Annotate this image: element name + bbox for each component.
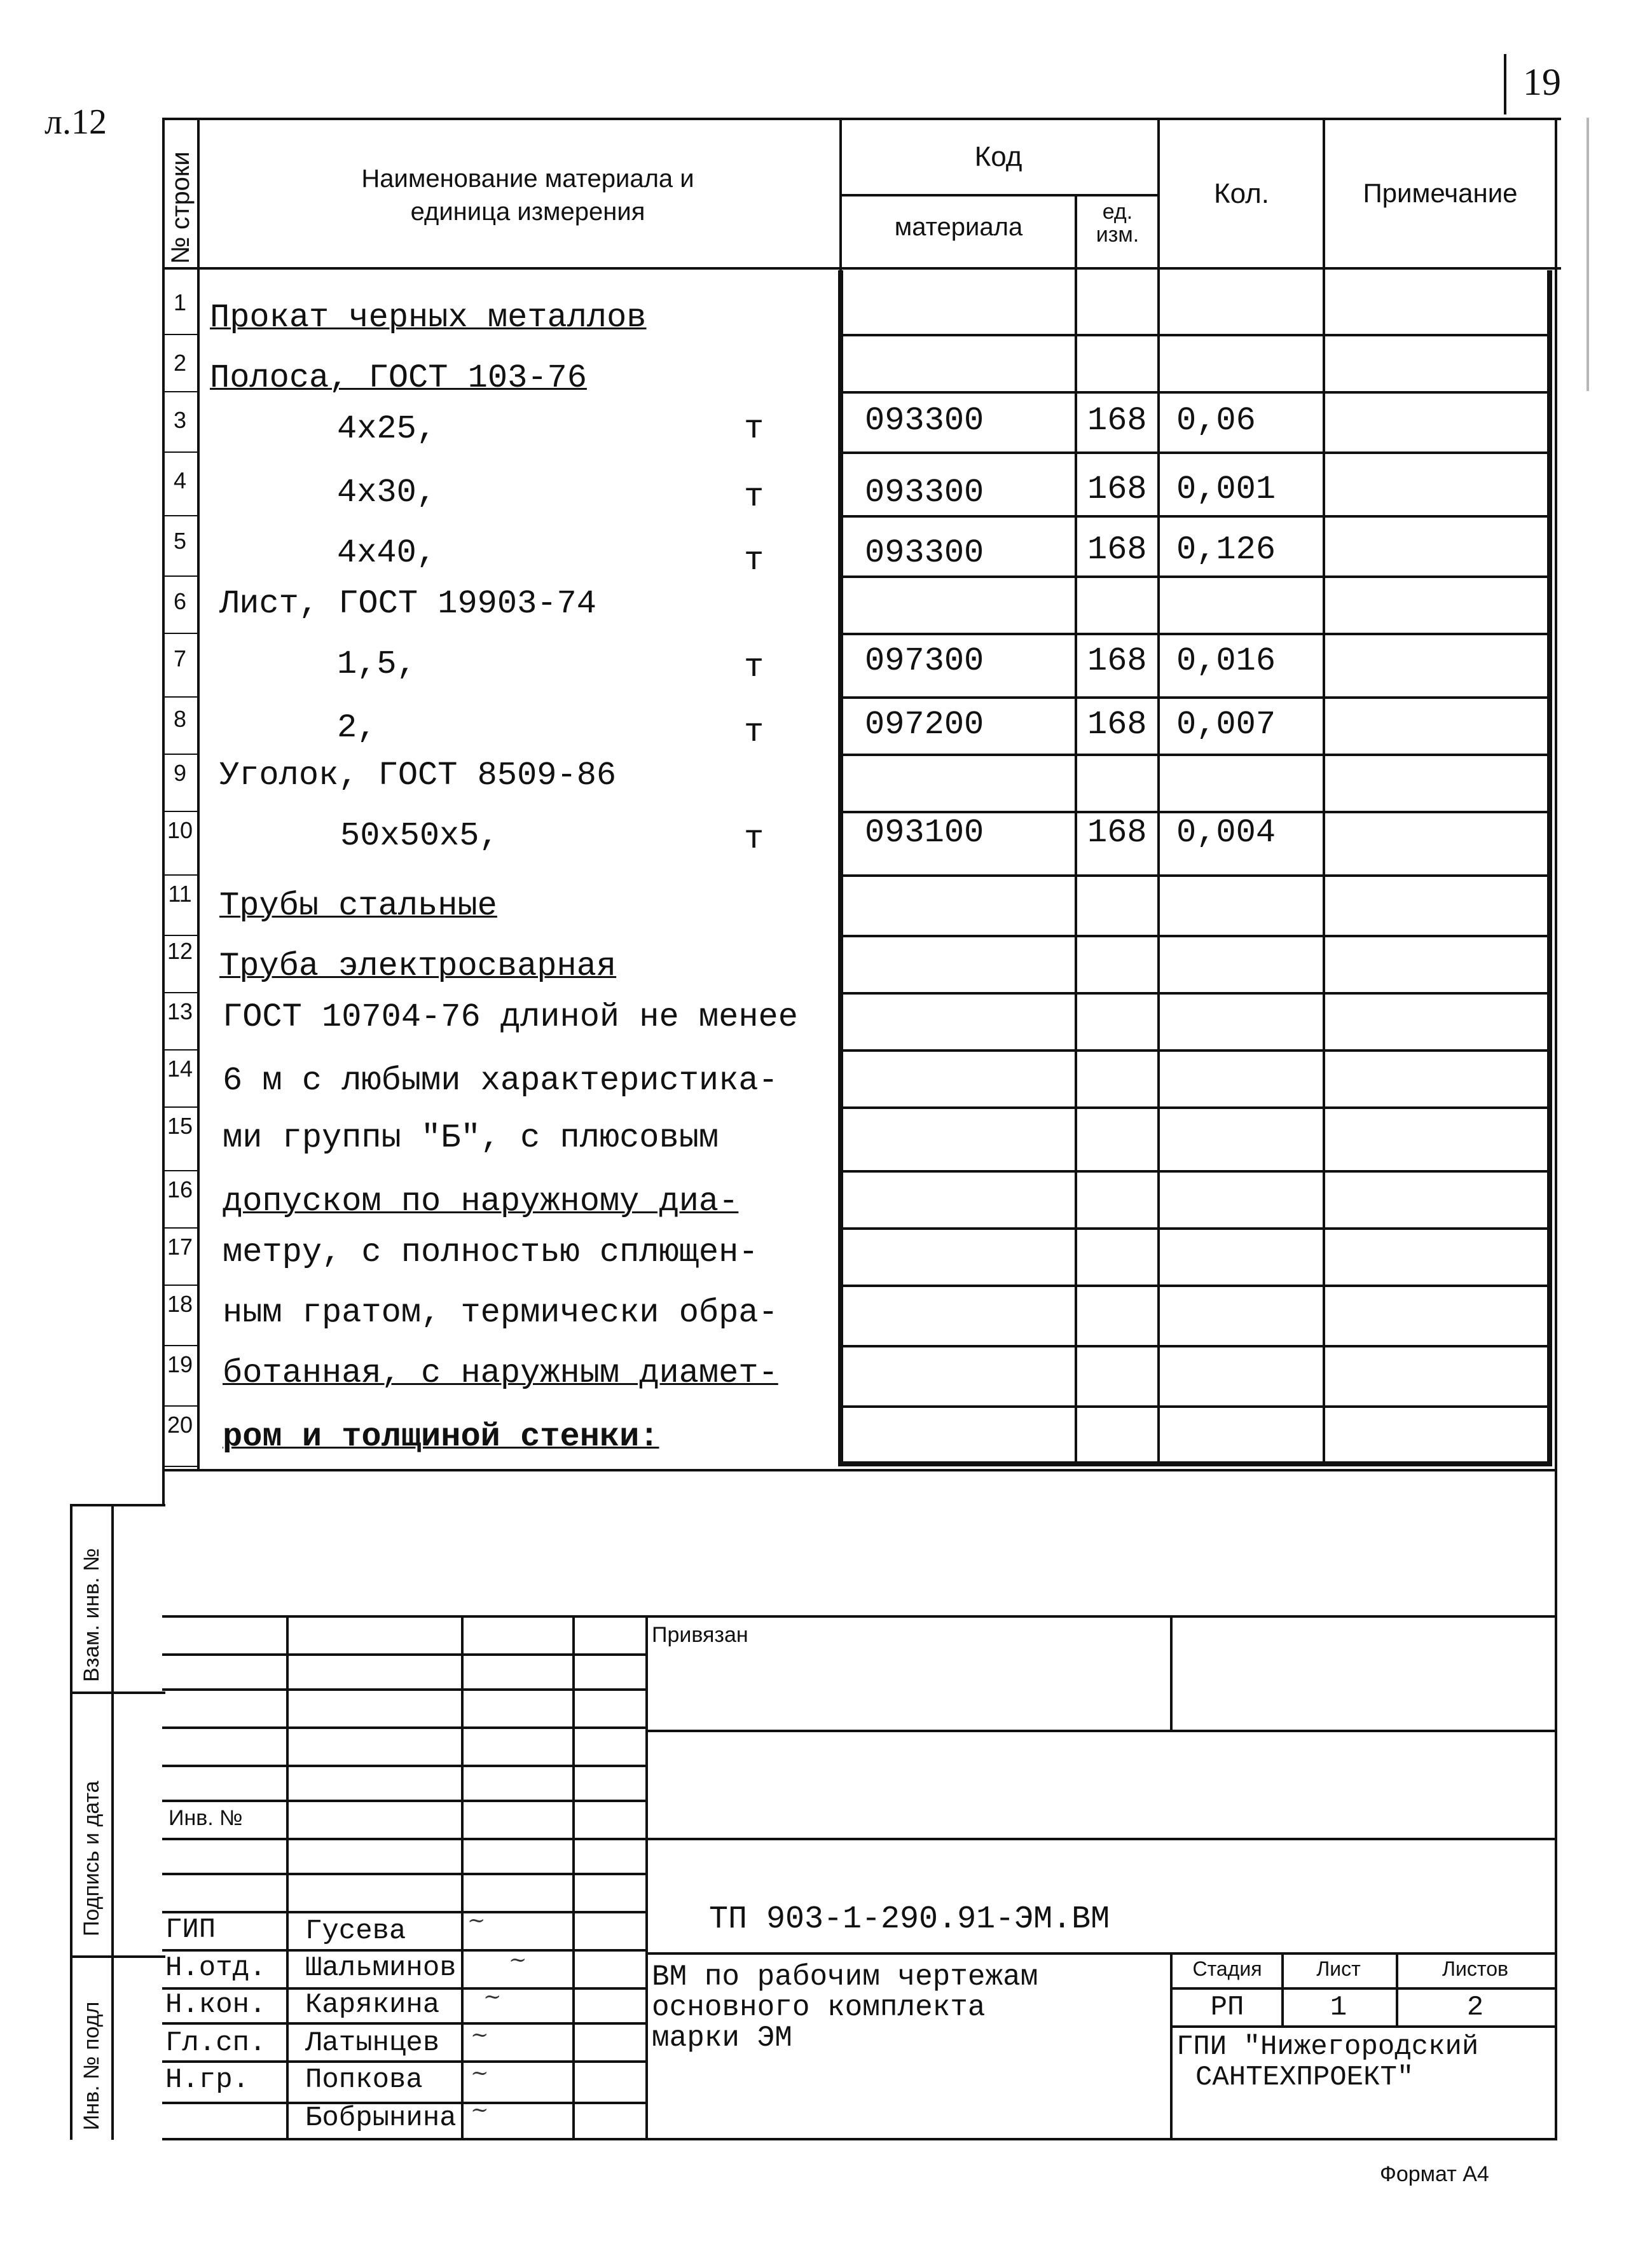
stamp-col4 — [645, 1615, 648, 2140]
privyazan-divider — [1170, 1615, 1173, 1730]
row-number: 13 — [167, 998, 193, 1024]
row-ed: 168 — [1087, 642, 1147, 680]
role: ГИП — [165, 1914, 216, 1946]
row-name: 4х30, — [337, 474, 437, 511]
inv-label: Инв. № — [169, 1806, 243, 1830]
header-code-material: материала — [894, 213, 1023, 241]
row-sep — [839, 874, 1552, 877]
rownum-sep — [162, 935, 199, 936]
stamp-row — [162, 1838, 645, 1840]
row-name: ром и толщиной стенки: — [223, 1418, 659, 1456]
row-sep — [839, 1405, 1552, 1408]
row-number: 1 — [173, 289, 187, 315]
org-line2: САНТЕХПРОЕКТ" — [1195, 2062, 1414, 2093]
stamp-row — [162, 1873, 645, 1875]
rownum-sep — [162, 1049, 199, 1051]
row-unit: т — [744, 713, 764, 751]
rownum-sep — [162, 334, 199, 335]
table-top-border — [162, 118, 1561, 120]
signature: ~ — [471, 2097, 489, 2123]
row-name: ГОСТ 10704-76 длиной не менее — [223, 998, 798, 1036]
description-line3: марки ЭМ — [652, 2022, 792, 2055]
role-name: Попкова — [305, 2064, 423, 2096]
row-sep — [839, 334, 1552, 336]
row-number: 19 — [167, 1351, 193, 1377]
role-name: Шальминов — [305, 1952, 457, 1984]
header-code-unit: ед. изм. — [1096, 200, 1139, 247]
row-sep — [839, 1049, 1552, 1052]
lower-frame-top — [162, 1469, 1557, 1471]
side-box-top — [70, 1504, 165, 1506]
row-number: 18 — [167, 1291, 193, 1317]
header-name-line2: единица измерения — [410, 198, 645, 226]
sheet-value: 1 — [1330, 1992, 1347, 2023]
row-code: 093100 — [865, 814, 984, 851]
header-name — [242, 162, 814, 228]
rownum-sep — [162, 696, 199, 698]
row-unit: т — [744, 478, 764, 516]
side-label-sign: Подпись и дата — [79, 1781, 104, 1936]
stage-value: РП — [1210, 1992, 1244, 2023]
page-number-bar — [1504, 54, 1506, 114]
rownum-sep — [162, 1106, 199, 1108]
side-box-mid — [111, 1504, 114, 2140]
header-note: Примечание — [1363, 178, 1518, 208]
row-number: 9 — [173, 760, 187, 786]
row-name: 4х25, — [337, 410, 437, 448]
rownum-divider — [197, 118, 200, 1469]
row-name: Прокат черных металлов — [210, 299, 647, 336]
code-subheader-line — [839, 194, 1157, 196]
stamp-row — [162, 1911, 645, 1913]
page-number: 19 — [1523, 61, 1561, 103]
row-unit: т — [744, 410, 764, 448]
stamp-row — [162, 1726, 645, 1729]
row-sep — [839, 1106, 1552, 1109]
role: Н.отд. — [165, 1952, 266, 1984]
stage-col — [1281, 1952, 1284, 2025]
rownum-sep — [162, 1285, 199, 1286]
stamp-sep — [645, 1952, 1555, 1955]
row-qty: 0,126 — [1176, 531, 1276, 568]
rownum-sep — [162, 1345, 199, 1346]
stage-row — [1170, 2025, 1555, 2028]
stamp-sep — [645, 1838, 1555, 1840]
hdr-divider-qty — [1323, 118, 1325, 270]
row-sep — [839, 633, 1552, 635]
row-name: ным гратом, термически обра- — [223, 1294, 778, 1332]
row-qty: 0,06 — [1176, 402, 1256, 439]
header-name-line1: Наименование материала и — [361, 165, 694, 193]
signature: ~ — [467, 1908, 486, 1933]
sheet-label: Лист — [1316, 1957, 1361, 1980]
rownum-sep — [162, 992, 199, 993]
stamp-row — [162, 2022, 645, 2025]
hdr-divider-code — [1075, 194, 1077, 270]
role-name: Гусева — [305, 1915, 406, 1947]
doc-code: ТП 903-1-290.91-ЭМ.ВМ — [709, 1901, 1110, 1938]
stamp-bottom — [162, 2138, 1557, 2140]
row-number: 20 — [167, 1412, 193, 1438]
row-number: 10 — [167, 817, 193, 843]
row-code: 097200 — [865, 706, 984, 743]
row-sep — [839, 1285, 1552, 1287]
row-name: 1,5, — [337, 645, 416, 683]
row-code: 093300 — [865, 402, 984, 439]
stamp-stage-divider — [1170, 1952, 1173, 2140]
role: Н.гр. — [165, 2064, 250, 2096]
rownum-sep — [162, 754, 199, 755]
role: Гл.сп. — [165, 2027, 266, 2059]
role-name: Карякина — [305, 1989, 440, 2021]
body-bottom-thick — [838, 1461, 1552, 1466]
row-sep — [839, 515, 1552, 518]
rownum-sep — [162, 451, 199, 453]
row-sep — [839, 1170, 1552, 1173]
org-line1: ГПИ "Нижегородский — [1176, 2031, 1479, 2063]
signature: ~ — [509, 1947, 527, 1973]
rownum-sep — [162, 575, 199, 577]
row-ed: 168 — [1087, 814, 1147, 851]
stamp-row — [162, 1765, 645, 1767]
header-bottom-border — [162, 267, 1561, 270]
stage-label: Стадия — [1192, 1957, 1262, 1980]
rownum-sep — [162, 515, 199, 516]
stamp-description — [652, 1962, 1038, 2053]
hdr-divider-name — [839, 118, 842, 270]
row-sep — [839, 935, 1552, 937]
row-qty: 0,004 — [1176, 814, 1276, 851]
signature: ~ — [471, 2060, 489, 2086]
row-unit: т — [744, 820, 764, 858]
row-ed: 168 — [1087, 471, 1147, 508]
side-box-sep1 — [70, 1691, 165, 1694]
row-number: 2 — [173, 350, 187, 376]
stamp-sep — [645, 1730, 1555, 1732]
stamp-row — [162, 1800, 645, 1802]
header-row-no: № строки — [167, 151, 195, 264]
rownum-sep — [162, 391, 199, 392]
row-number: 3 — [173, 407, 187, 433]
stamp-top — [162, 1615, 1557, 1618]
stamp-row — [162, 1688, 645, 1691]
role: Н.кон. — [165, 1989, 266, 2021]
role-name: Бобрынина — [305, 2102, 457, 2134]
row-number: 17 — [167, 1234, 193, 1260]
format-label: Формат А4 — [1380, 2162, 1489, 2186]
description-line1: ВМ по рабочим чертежам — [652, 1960, 1038, 1994]
stamp-row — [162, 2060, 645, 2063]
row-name: ми группы "Б", с плюсовым — [223, 1119, 719, 1157]
table-right-border — [1555, 118, 1557, 1504]
stage-col — [1396, 1952, 1398, 2025]
row-name: 2, — [337, 709, 377, 747]
privyazan-label: Привязан — [652, 1623, 748, 1647]
row-name: допуском по наружному диа- — [223, 1183, 739, 1220]
sheets-label: Листов — [1442, 1957, 1508, 1980]
row-sep — [839, 696, 1552, 699]
stamp-row — [162, 1949, 645, 1952]
row-sep — [839, 811, 1552, 813]
row-unit: т — [744, 649, 764, 686]
stage-row — [1170, 1987, 1555, 1990]
row-ed: 168 — [1087, 531, 1147, 568]
rownum-sep — [162, 1227, 199, 1229]
side-label-inv-podl: Инв. № подл — [79, 2001, 104, 2130]
row-name: 50х50х5, — [340, 817, 499, 855]
row-ed: 168 — [1087, 402, 1147, 439]
row-sep — [839, 575, 1552, 578]
role-name: Латынцев — [305, 2027, 440, 2059]
rownum-sep — [162, 1466, 199, 1467]
row-name: Лист, ГОСТ 19903-74 — [219, 585, 596, 623]
row-sep — [839, 1345, 1552, 1347]
rownum-sep — [162, 1170, 199, 1171]
hdr-divider-ed — [1157, 118, 1160, 270]
row-number: 14 — [167, 1056, 193, 1082]
row-ed: 168 — [1087, 706, 1147, 743]
row-qty: 0,007 — [1176, 706, 1276, 743]
side-box-left — [70, 1504, 72, 2140]
stamp-right — [1555, 1469, 1557, 2140]
row-number: 6 — [173, 588, 187, 614]
row-sep — [839, 1227, 1552, 1230]
row-code: 093300 — [865, 534, 984, 572]
row-number: 15 — [167, 1113, 193, 1139]
side-label-inv: Взам. инв. № — [79, 1548, 104, 1682]
sheet-marker: л.12 — [45, 102, 107, 142]
row-qty: 0,001 — [1176, 471, 1276, 508]
row-name: метру, с полностью сплющен- — [223, 1234, 759, 1271]
row-name: Уголок, ГОСТ 8509-86 — [219, 757, 617, 794]
rownum-sep — [162, 1405, 199, 1407]
signature: ~ — [483, 1984, 502, 2009]
row-number: 8 — [173, 706, 187, 732]
row-code: 097300 — [865, 642, 984, 680]
organization — [1176, 2032, 1478, 2093]
row-name: Трубы стальные — [219, 887, 497, 925]
header-qty: Кол. — [1213, 178, 1270, 209]
row-number: 11 — [168, 881, 192, 907]
description-line2: основного комплекта — [652, 1991, 986, 2024]
rownum-sep — [162, 874, 199, 876]
row-name: Полоса, ГОСТ 103-76 — [210, 359, 587, 397]
row-name: 4х40, — [337, 534, 437, 572]
row-sep — [839, 754, 1552, 756]
rownum-sep — [162, 633, 199, 634]
row-name: 6 м с любыми характеристика- — [223, 1062, 778, 1099]
row-number: 12 — [167, 938, 193, 964]
row-number: 7 — [173, 645, 187, 672]
row-sep — [839, 992, 1552, 995]
row-number: 16 — [167, 1176, 193, 1202]
row-name: ботанная, с наружным диамет- — [223, 1354, 778, 1392]
row-qty: 0,016 — [1176, 642, 1276, 680]
sheets-value: 2 — [1466, 1992, 1484, 2023]
row-code: 093300 — [865, 474, 984, 511]
row-sep — [839, 451, 1552, 454]
row-sep — [839, 391, 1552, 394]
row-unit: т — [744, 542, 764, 579]
signature: ~ — [471, 2022, 489, 2048]
header-code: Код — [974, 141, 1022, 172]
rownum-sep — [162, 811, 199, 812]
side-box-sep2 — [70, 1955, 165, 1958]
row-number: 5 — [173, 528, 187, 554]
row-number: 4 — [173, 467, 187, 493]
scan-edge — [1587, 118, 1589, 391]
stamp-row — [162, 1653, 645, 1656]
row-name: Труба электросварная — [219, 947, 617, 985]
